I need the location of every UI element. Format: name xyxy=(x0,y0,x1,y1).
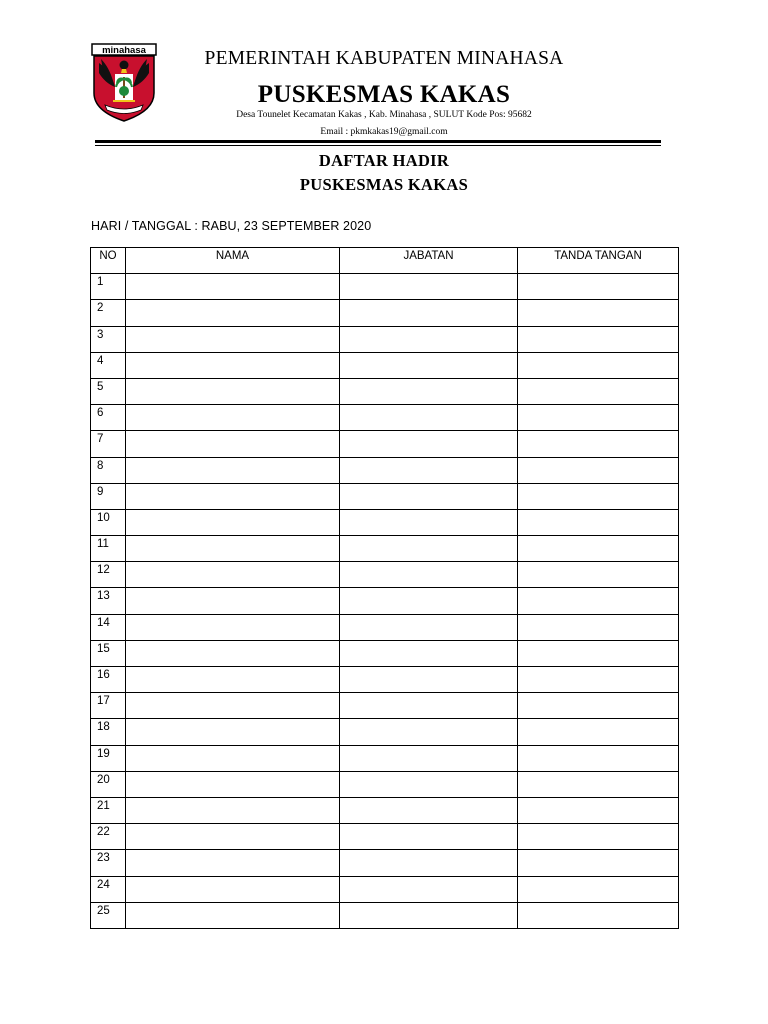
table-row xyxy=(91,824,679,850)
table-row xyxy=(91,352,679,378)
table-row xyxy=(91,509,679,535)
name-cell[interactable] xyxy=(126,300,340,326)
position-cell[interactable] xyxy=(340,431,518,457)
signature-cell[interactable] xyxy=(518,745,679,771)
signature-cell[interactable] xyxy=(518,614,679,640)
signature-cell[interactable] xyxy=(518,457,679,483)
signature-cell[interactable] xyxy=(518,274,679,300)
regency-logo xyxy=(91,43,157,123)
table-row xyxy=(91,614,679,640)
position-cell[interactable] xyxy=(340,378,518,404)
row-number: 5 xyxy=(91,378,126,404)
row-number: 10 xyxy=(91,509,126,535)
document-subtitle: PUSKESMAS KAKAS xyxy=(299,175,469,194)
name-cell[interactable] xyxy=(126,640,340,666)
position-cell[interactable] xyxy=(340,693,518,719)
header-divider-thick xyxy=(95,140,661,143)
row-number: 3 xyxy=(91,326,126,352)
row-number: 20 xyxy=(91,771,126,797)
table-row xyxy=(91,378,679,404)
position-cell[interactable] xyxy=(340,326,518,352)
row-number: 4 xyxy=(91,352,126,378)
row-number: 8 xyxy=(91,457,126,483)
header-divider-thin xyxy=(95,145,661,146)
position-cell[interactable] xyxy=(340,771,518,797)
position-cell[interactable] xyxy=(340,405,518,431)
table-row xyxy=(91,640,679,666)
position-cell[interactable] xyxy=(340,274,518,300)
position-cell[interactable] xyxy=(340,719,518,745)
signature-cell[interactable] xyxy=(518,693,679,719)
row-number: 23 xyxy=(91,850,126,876)
name-cell[interactable] xyxy=(126,509,340,535)
table-row xyxy=(91,667,679,693)
position-cell[interactable] xyxy=(340,745,518,771)
position-cell[interactable] xyxy=(340,614,518,640)
position-cell[interactable] xyxy=(340,876,518,902)
table-row xyxy=(91,431,679,457)
name-cell[interactable] xyxy=(126,352,340,378)
signature-cell[interactable] xyxy=(518,431,679,457)
signature-cell[interactable] xyxy=(518,667,679,693)
signature-cell[interactable] xyxy=(518,640,679,666)
name-cell[interactable] xyxy=(126,850,340,876)
column-header-tanda-tangan: TANDA TANGAN xyxy=(518,248,679,274)
date-line: HARI / TANGGAL : RABU, 23 SEPTEMBER 2020 xyxy=(91,219,372,233)
row-number: 15 xyxy=(91,640,126,666)
row-number: 14 xyxy=(91,614,126,640)
name-cell[interactable] xyxy=(126,405,340,431)
name-cell[interactable] xyxy=(126,588,340,614)
name-cell[interactable] xyxy=(126,562,340,588)
name-cell[interactable] xyxy=(126,876,340,902)
signature-cell[interactable] xyxy=(518,850,679,876)
table-row xyxy=(91,693,679,719)
signature-cell[interactable] xyxy=(518,536,679,562)
signature-cell[interactable] xyxy=(518,719,679,745)
signature-cell[interactable] xyxy=(518,378,679,404)
row-number: 17 xyxy=(91,693,126,719)
name-cell[interactable] xyxy=(126,378,340,404)
organization-name: PUSKESMAS KAKAS xyxy=(257,81,511,108)
signature-cell[interactable] xyxy=(518,405,679,431)
row-number: 24 xyxy=(91,876,126,902)
government-name: PEMERINTAH KABUPATEN MINAHASA xyxy=(204,48,564,69)
minahasa-emblem-icon xyxy=(91,43,157,123)
table-row xyxy=(91,562,679,588)
position-cell[interactable] xyxy=(340,797,518,823)
row-number: 2 xyxy=(91,300,126,326)
name-cell[interactable] xyxy=(126,483,340,509)
table-row xyxy=(91,457,679,483)
name-cell[interactable] xyxy=(126,614,340,640)
address-line: Desa Tounelet Kecamatan Kakas , Kab. Minahasa , SULUT Kode Pos: 95682 xyxy=(236,110,532,120)
position-cell[interactable] xyxy=(340,588,518,614)
row-number: 22 xyxy=(91,824,126,850)
position-cell[interactable] xyxy=(340,562,518,588)
row-number: 19 xyxy=(91,745,126,771)
table-row xyxy=(91,771,679,797)
position-cell[interactable] xyxy=(340,536,518,562)
name-cell[interactable] xyxy=(126,693,340,719)
row-number: 7 xyxy=(91,431,126,457)
signature-cell[interactable] xyxy=(518,876,679,902)
table-row xyxy=(91,483,679,509)
name-cell[interactable] xyxy=(126,771,340,797)
signature-cell[interactable] xyxy=(518,483,679,509)
position-cell[interactable] xyxy=(340,902,518,928)
table-row xyxy=(91,902,679,928)
position-cell[interactable] xyxy=(340,352,518,378)
signature-cell[interactable] xyxy=(518,326,679,352)
row-number: 16 xyxy=(91,667,126,693)
attendance-table xyxy=(90,247,679,929)
table-row xyxy=(91,588,679,614)
table-row xyxy=(91,274,679,300)
column-header-nama: NAMA xyxy=(126,248,340,274)
table-row xyxy=(91,719,679,745)
name-cell[interactable] xyxy=(126,536,340,562)
table-row xyxy=(91,745,679,771)
row-number: 12 xyxy=(91,562,126,588)
table-header-row xyxy=(91,248,679,274)
position-cell[interactable] xyxy=(340,640,518,666)
position-cell[interactable] xyxy=(340,509,518,535)
signature-cell[interactable] xyxy=(518,824,679,850)
logo-label: minahasa xyxy=(102,45,146,56)
table-row xyxy=(91,536,679,562)
signature-cell[interactable] xyxy=(518,352,679,378)
signature-cell[interactable] xyxy=(518,562,679,588)
row-number: 9 xyxy=(91,483,126,509)
name-cell[interactable] xyxy=(126,745,340,771)
table-row xyxy=(91,797,679,823)
row-number: 13 xyxy=(91,588,126,614)
column-header-jabatan: JABATAN xyxy=(340,248,518,274)
row-number: 21 xyxy=(91,797,126,823)
name-cell[interactable] xyxy=(126,457,340,483)
name-cell[interactable] xyxy=(126,797,340,823)
name-cell[interactable] xyxy=(126,274,340,300)
row-number: 11 xyxy=(91,536,126,562)
row-number: 18 xyxy=(91,719,126,745)
position-cell[interactable] xyxy=(340,300,518,326)
document-title: DAFTAR HADIR xyxy=(318,151,450,170)
table-row xyxy=(91,876,679,902)
table-row xyxy=(91,300,679,326)
attendance-rows xyxy=(91,274,679,929)
position-cell[interactable] xyxy=(340,483,518,509)
email-line: Email : pkmkakas19@gmail.com xyxy=(320,127,448,137)
position-cell[interactable] xyxy=(340,457,518,483)
name-cell[interactable] xyxy=(126,824,340,850)
name-cell[interactable] xyxy=(126,902,340,928)
column-header-no: NO xyxy=(91,248,126,274)
table-row xyxy=(91,850,679,876)
signature-cell[interactable] xyxy=(518,771,679,797)
name-cell[interactable] xyxy=(126,326,340,352)
signature-cell[interactable] xyxy=(518,902,679,928)
position-cell[interactable] xyxy=(340,667,518,693)
row-number: 6 xyxy=(91,405,126,431)
signature-cell[interactable] xyxy=(518,588,679,614)
signature-cell[interactable] xyxy=(518,509,679,535)
table-row xyxy=(91,405,679,431)
name-cell[interactable] xyxy=(126,667,340,693)
table-row xyxy=(91,326,679,352)
signature-cell[interactable] xyxy=(518,797,679,823)
signature-cell[interactable] xyxy=(518,300,679,326)
row-number: 25 xyxy=(91,902,126,928)
name-cell[interactable] xyxy=(126,431,340,457)
position-cell[interactable] xyxy=(340,824,518,850)
row-number: 1 xyxy=(91,274,126,300)
position-cell[interactable] xyxy=(340,850,518,876)
name-cell[interactable] xyxy=(126,719,340,745)
